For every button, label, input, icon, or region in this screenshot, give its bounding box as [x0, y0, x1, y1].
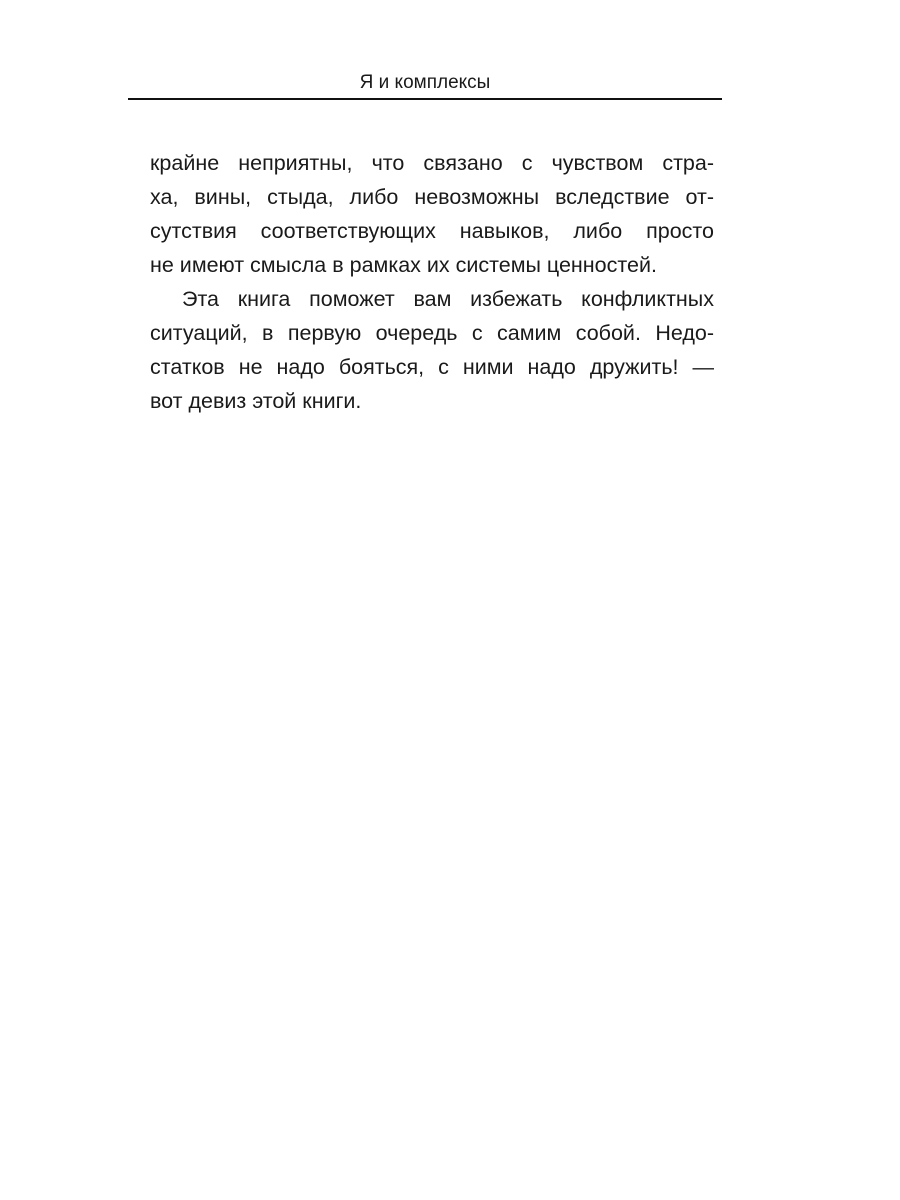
- running-header: [128, 68, 722, 100]
- text-line: не имеют смысла в рамках их системы ценностей.: [150, 253, 657, 277]
- text-line: ситуаций, в первую очередь с самим собой. Недо-: [150, 321, 714, 345]
- text-line: крайне неприятны, что связано с чувством стра-: [150, 151, 714, 175]
- text-line: сутствия соответствующих навыков, либо просто: [150, 219, 714, 243]
- text-line: ха, вины, стыда, либо невозможны вследствие от-: [150, 185, 714, 209]
- running-title: Я и комплексы: [359, 72, 491, 93]
- body-text: [150, 146, 714, 418]
- text-line: статков не надо бояться, с ними надо дружить! —: [150, 355, 714, 379]
- text-line: вот девиз этой книги.: [150, 389, 362, 413]
- paragraph-first-line: Эта книга поможет вам избежать конфликтных: [182, 287, 714, 311]
